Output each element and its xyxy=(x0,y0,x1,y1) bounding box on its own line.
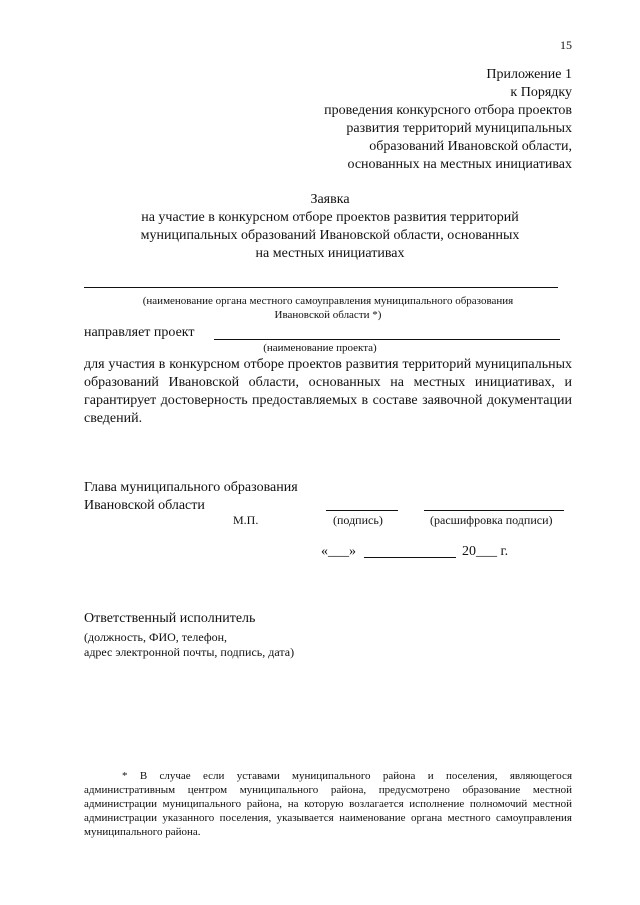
appendix-line: развития территорий муниципальных xyxy=(346,121,572,136)
org-name-caption: (наименование органа местного самоуправления муниципального образования Ивановской области *) xyxy=(142,295,514,321)
signature-line[interactable] xyxy=(326,510,398,511)
date-day[interactable]: «___» xyxy=(321,544,356,559)
appendix-line: основанных на местных инициативах xyxy=(347,157,572,172)
page-number: 15 xyxy=(560,38,572,52)
executor-caption: адрес электронной почты, подпись, дата) xyxy=(84,645,295,659)
title-line: на местных инициативах xyxy=(255,246,405,261)
stamp-label: М.П. xyxy=(233,513,259,527)
date-month-line[interactable] xyxy=(364,557,456,558)
project-caption: (наименование проекта) xyxy=(263,342,377,354)
appendix-line: Приложение 1 xyxy=(486,67,572,82)
project-label: направляет проект xyxy=(84,325,195,340)
executor-title: Ответственный исполнитель xyxy=(84,611,256,626)
executor-caption: (должность, ФИО, телефон, xyxy=(84,630,228,644)
title-heading: Заявка xyxy=(310,192,350,207)
signature-caption: (подпись) xyxy=(333,513,383,527)
appendix-line: к Порядку xyxy=(510,85,572,100)
signature-head: Глава муниципального образования Ивановской области xyxy=(84,480,298,513)
document-title xyxy=(60,191,600,263)
signature-decode-line[interactable] xyxy=(424,510,564,511)
executor-block xyxy=(84,610,294,660)
appendix-line: проведения конкурсного отбора проектов xyxy=(324,103,572,118)
project-name-line[interactable] xyxy=(214,339,560,340)
signature-decode-caption: (расшифровка подписи) xyxy=(430,513,553,527)
date-year[interactable]: 20___ г. xyxy=(462,544,509,559)
title-line: на участие в конкурсном отборе проектов развития территорий xyxy=(141,210,519,225)
body-text: для участия в конкурсном отборе проектов развития территорий муниципальных образований Ивановской области, основанных на местных инициативах, и гарантирует достоверность предоставляемых в составе заявочной документации сведений. xyxy=(84,357,572,426)
org-name-line[interactable] xyxy=(84,287,558,288)
footnote: * В случае если уставами муниципального района и поселения, являющегося административным центром муниципального района, предусмотрено образование местной администрации муниципального района, на которую возлагается исполнение полномочий местной администрации указанного поселения, указывается наименование органа местного самоуправления муниципального района. xyxy=(84,770,572,838)
appendix-block xyxy=(252,66,572,174)
appendix-line: образований Ивановской области, xyxy=(369,139,572,154)
title-line: муниципальных образований Ивановской области, основанных xyxy=(140,228,520,243)
